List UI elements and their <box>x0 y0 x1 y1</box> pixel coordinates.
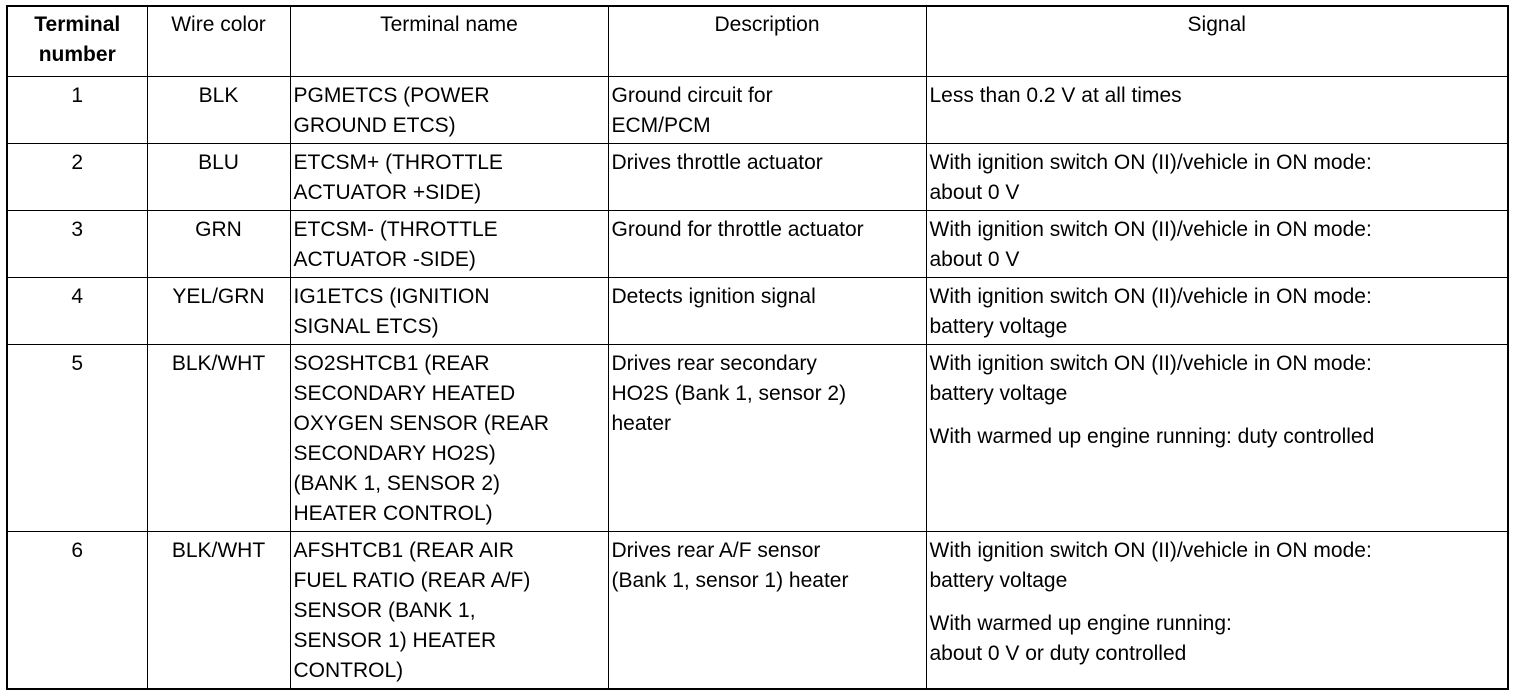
table-row <box>7 211 1508 278</box>
description-cell-line: HO2S (Bank 1, sensor 2) <box>611 382 847 405</box>
description-cell <box>608 278 926 345</box>
signal-line: about 0 V <box>929 248 1020 271</box>
signal-line: With warmed up engine running: <box>929 612 1232 635</box>
table-body <box>7 77 1508 690</box>
wire-color-cell: BLU <box>147 144 290 211</box>
terminal-name-cell-line: SENSOR 1) HEATER <box>293 629 497 652</box>
signal-cell <box>926 77 1508 144</box>
terminal-name-cell-line: PGMETCS (POWER <box>293 84 490 107</box>
terminal-name-cell-line: FUEL RATIO (REAR A/F) <box>293 569 531 592</box>
terminal-number-cell: 4 <box>7 278 147 345</box>
header-terminal-number-line: Terminal <box>34 13 121 36</box>
terminal-number-cell: 5 <box>7 345 147 532</box>
terminal-name-cell-line: SO2SHTCB1 (REAR <box>293 352 490 375</box>
terminal-name-cell-line: IG1ETCS (IGNITION <box>293 285 490 308</box>
signal-line: about 0 V <box>929 181 1020 204</box>
signal-cell <box>926 211 1508 278</box>
wire-color-cell: YEL/GRN <box>147 278 290 345</box>
description-cell <box>608 532 926 690</box>
terminal-name-cell <box>290 144 608 211</box>
header-terminal-number <box>7 6 147 77</box>
header-description: Description <box>608 6 926 77</box>
signal-line: With ignition switch ON (II)/vehicle in ON mode: <box>929 285 1372 308</box>
description-cell-line: Detects ignition signal <box>611 285 816 308</box>
signal-cell <box>926 144 1508 211</box>
signal-line: With ignition switch ON (II)/vehicle in ON mode: <box>929 539 1372 562</box>
terminal-name-cell-line: OXYGEN SENSOR (REAR <box>293 412 550 435</box>
terminal-name-cell-line: SENSOR (BANK 1, <box>293 599 476 622</box>
terminal-name-cell-line: ETCSM+ (THROTTLE <box>293 151 503 174</box>
signal-cell <box>926 278 1508 345</box>
terminal-name-cell-line: CONTROL) <box>293 659 404 682</box>
description-cell-line: Drives rear secondary <box>611 352 817 375</box>
signal-line: With ignition switch ON (II)/vehicle in ON mode: <box>929 218 1372 241</box>
signal-cell <box>926 532 1508 690</box>
wire-color-cell: BLK/WHT <box>147 532 290 690</box>
signal-line: With ignition switch ON (II)/vehicle in ON mode: <box>929 352 1372 375</box>
signal-line: With warmed up engine running: duty controlled <box>929 425 1375 448</box>
terminal-name-cell <box>290 278 608 345</box>
wire-color-cell: BLK <box>147 77 290 144</box>
terminal-name-cell-line: SIGNAL ETCS) <box>293 315 439 338</box>
header-signal: Signal <box>926 6 1508 77</box>
terminal-name-cell-line: AFSHTCB1 (REAR AIR <box>293 539 515 562</box>
signal-line: about 0 V or duty controlled <box>929 642 1187 665</box>
terminal-name-cell-line: (BANK 1, SENSOR 2) <box>293 472 501 495</box>
terminal-number-cell: 6 <box>7 532 147 690</box>
table-row <box>7 532 1508 690</box>
description-cell <box>608 345 926 532</box>
header-wire-color: Wire color <box>147 6 290 77</box>
description-cell-line: Drives throttle actuator <box>611 151 823 174</box>
signal-cell <box>926 345 1508 532</box>
signal-paragraph-gap <box>930 596 1505 609</box>
signal-paragraph-gap <box>930 409 1505 422</box>
terminal-number-cell: 2 <box>7 144 147 211</box>
terminal-name-cell-line: SECONDARY HO2S) <box>293 442 496 465</box>
description-cell-line: heater <box>611 412 672 435</box>
terminal-name-cell <box>290 211 608 278</box>
terminal-name-cell-line: ACTUATOR -SIDE) <box>293 248 476 271</box>
terminal-name-cell-line: ETCSM- (THROTTLE <box>293 218 498 241</box>
table-header-row <box>7 6 1508 77</box>
description-cell-line: (Bank 1, sensor 1) heater <box>611 569 849 592</box>
header-terminal-name: Terminal name <box>290 6 608 77</box>
signal-line: Less than 0.2 V at all times <box>929 84 1182 107</box>
terminal-name-cell <box>290 345 608 532</box>
terminal-name-cell-line: SECONDARY HEATED <box>293 382 516 405</box>
description-cell <box>608 144 926 211</box>
terminal-number-cell: 1 <box>7 77 147 144</box>
description-cell-line: Ground circuit for <box>611 84 773 107</box>
description-cell-line: ECM/PCM <box>611 114 711 137</box>
wire-color-cell: BLK/WHT <box>147 345 290 532</box>
terminal-name-cell-line: GROUND ETCS) <box>293 114 456 137</box>
terminal-number-cell: 3 <box>7 211 147 278</box>
signal-line: battery voltage <box>929 569 1068 592</box>
table-row <box>7 278 1508 345</box>
description-cell <box>608 77 926 144</box>
header-terminal-number-line: number <box>38 43 116 66</box>
terminal-name-cell-line: ACTUATOR +SIDE) <box>293 181 482 204</box>
terminal-name-cell <box>290 532 608 690</box>
table-row <box>7 77 1508 144</box>
terminal-name-cell-line: HEATER CONTROL) <box>293 502 493 525</box>
signal-line: With ignition switch ON (II)/vehicle in ON mode: <box>929 151 1372 174</box>
description-cell <box>608 211 926 278</box>
description-cell-line: Ground for throttle actuator <box>611 218 864 241</box>
wire-color-cell: GRN <box>147 211 290 278</box>
terminal-table <box>6 5 1509 690</box>
table-row <box>7 144 1508 211</box>
terminal-name-cell <box>290 77 608 144</box>
signal-line: battery voltage <box>929 315 1068 338</box>
description-cell-line: Drives rear A/F sensor <box>611 539 821 562</box>
signal-line: battery voltage <box>929 382 1068 405</box>
table-row <box>7 345 1508 532</box>
